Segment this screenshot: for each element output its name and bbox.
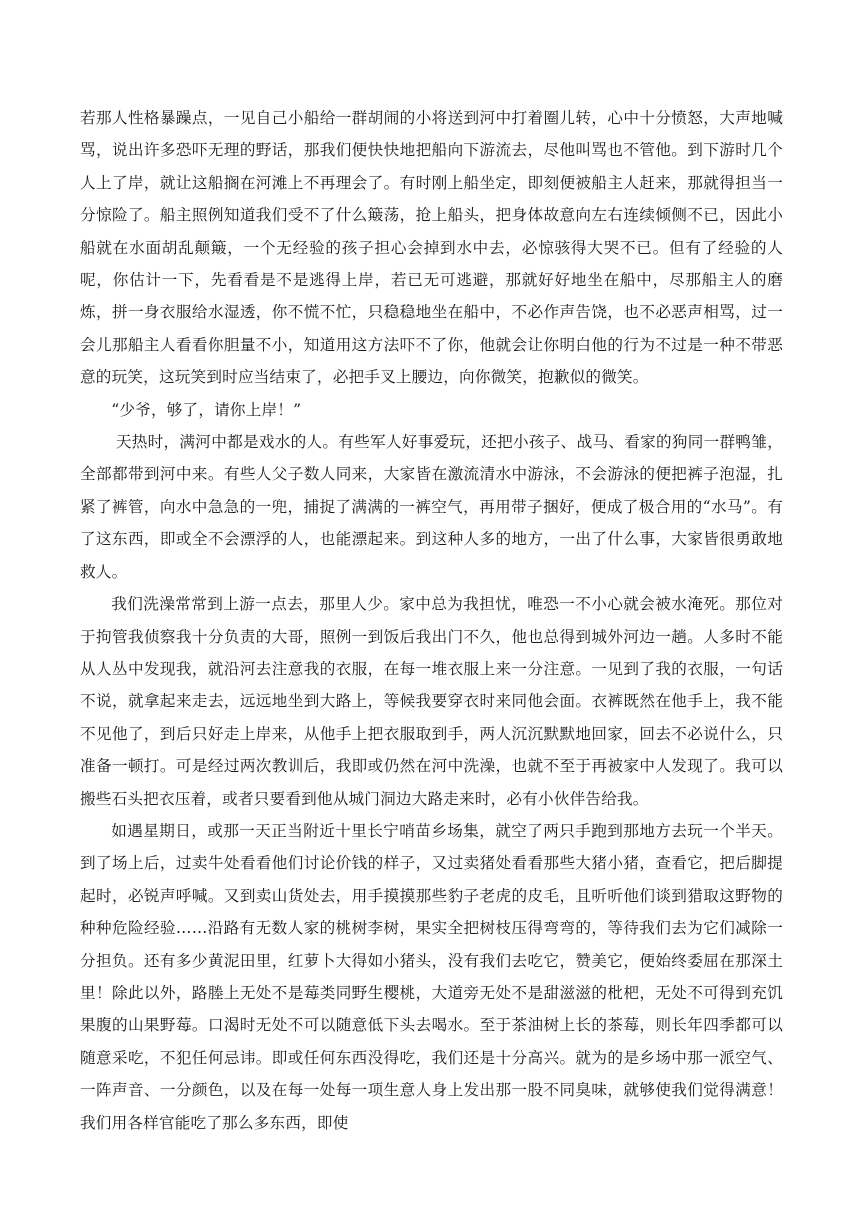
- paragraph-boat-owner: 若那人性格暴躁点，一见自己小船给一群胡闹的小将送到河中打着圈儿转，心中十分愤怒，大声地喊骂，说出许多恐吓无理的野话，那我们便快快地把船向下游流去，尽他叫骂也不管他。到下游时几个人上了岸，就让这船搁在河滩上不再理会了。有时刚上船坐定，即刻便被船主人赶来，那就得担当一分惊险了。船主照例知道我们受不了什么簸荡，抢上船头，把身体故意向左右连续倾侧不已，因此小船就在水面胡乱颠簸，一个无经验的孩子担心会掉到水中去，必惊骇得大哭不已。但有了经验的人呢，你估计一下，先看看是不是逃得上岸，若已无可逃避，那就好好地坐在船中，尽那船主人的磨炼，拼一身衣服给水湿透，你不慌不忙，只稳稳地坐在船中，不必作声告饶，也不必恶声相骂，过一会儿那船主人看看你胆量不小，知道用这方法吓不了你，他就会让你明白他的行为不过是一种不带恶意的玩笑，这玩笑到时应当结束了，必把手叉上腰边，向你微笑，抱歉似的微笑。: [80, 109, 783, 387]
- paragraph-brother-watching: 我们洗澡常常到上游一点去，那里人少。家中总为我担忧，唯恐一不小心就会被水淹死。那位对于拘管我侦察我十分负责的大哥，照例一到饭后我出门不久，他也总得到城外河边一趟。人多时不能从人丛中发现我，就沿河去注意我的衣服，在每一堆衣服上来一分注意。一见到了我的衣服，一句话不说，就拿起来走去，远远地坐到大路上，等候我要穿衣时来同他会面。衣裤既然在他手上，我不能不见他了，到后只好走上岸来，从他手上把衣服取到手，两人沉沉默默地回家，回去不必说什么，只准备一顿打。可是经过两次教训后，我即或仍然在河中洗澡，也就不至于再被家中人发现了。我可以搬些石头把衣压着，或者只要看到他从城门洞边大路走来时，必有小伙伴告给我。: [80, 595, 783, 808]
- paragraph-village-market: 如遇星期日，或那一天正当附近十里长宁哨苗乡场集，就空了两只手跑到那地方去玩一个半天。到了场上后，过卖牛处看看他们讨论价钱的样子，又过卖猪处看看那些大猪小猪，查看它，把后脚提起时，必锐声呼喊。又到卖山货处去，用手摸摸那些豹子老虎的皮毛，且听听他们谈到猎取这野物的种种危险经验……沿路有无数人家的桃树李树，果实全把树枝压得弯弯的，等待我们去为它们减除一分担负。还有多少黄泥田里，红萝卜大得如小猪头，没有我们去吃它，赞美它，便始终委屈在那深土里！除此以外，路塍上无处不是莓类同野生樱桃，大道旁无处不是甜滋滋的枇杷，无处不可得到充饥果腹的山果野莓。口渴时无处不可以随意低下头去喝水。至于茶油树上长的茶莓，则长年四季都可以随意采吃，不犯任何忌讳。即或任何东西没得吃，我们还是十分高兴。就为的是乡场中那一派空气、一阵声音、一分颜色，以及在每一处每一项生意人身上发出那一股不同臭味，就够使我们觉得满意！我们用各样官能吃了那么多东西，即使: [80, 821, 783, 1132]
- paragraph-hot-weather-swimming: 天热时，满河中都是戏水的人。有些军人好事爱玩，还把小孩子、战马、看家的狗同一群鸭雏，全部都带到河中来。有些人父子数人同来，大家皆在激流清水中游泳，不会游泳的便把裤子泡湿，扎紧了裤管，向水中急急的一兜，捕捉了满满的一裤空气，再用带子捆好，便成了极合用的“水马”。有了这东西，即或全不会漂浮的人，也能漂起来。到这种人多的地方，一出了什么事，大家皆很勇敢地救人。: [80, 433, 783, 581]
- paragraph-quote-young-master: “少爷，够了，请你上岸！”: [111, 400, 302, 419]
- document-body: [80, 102, 783, 1139]
